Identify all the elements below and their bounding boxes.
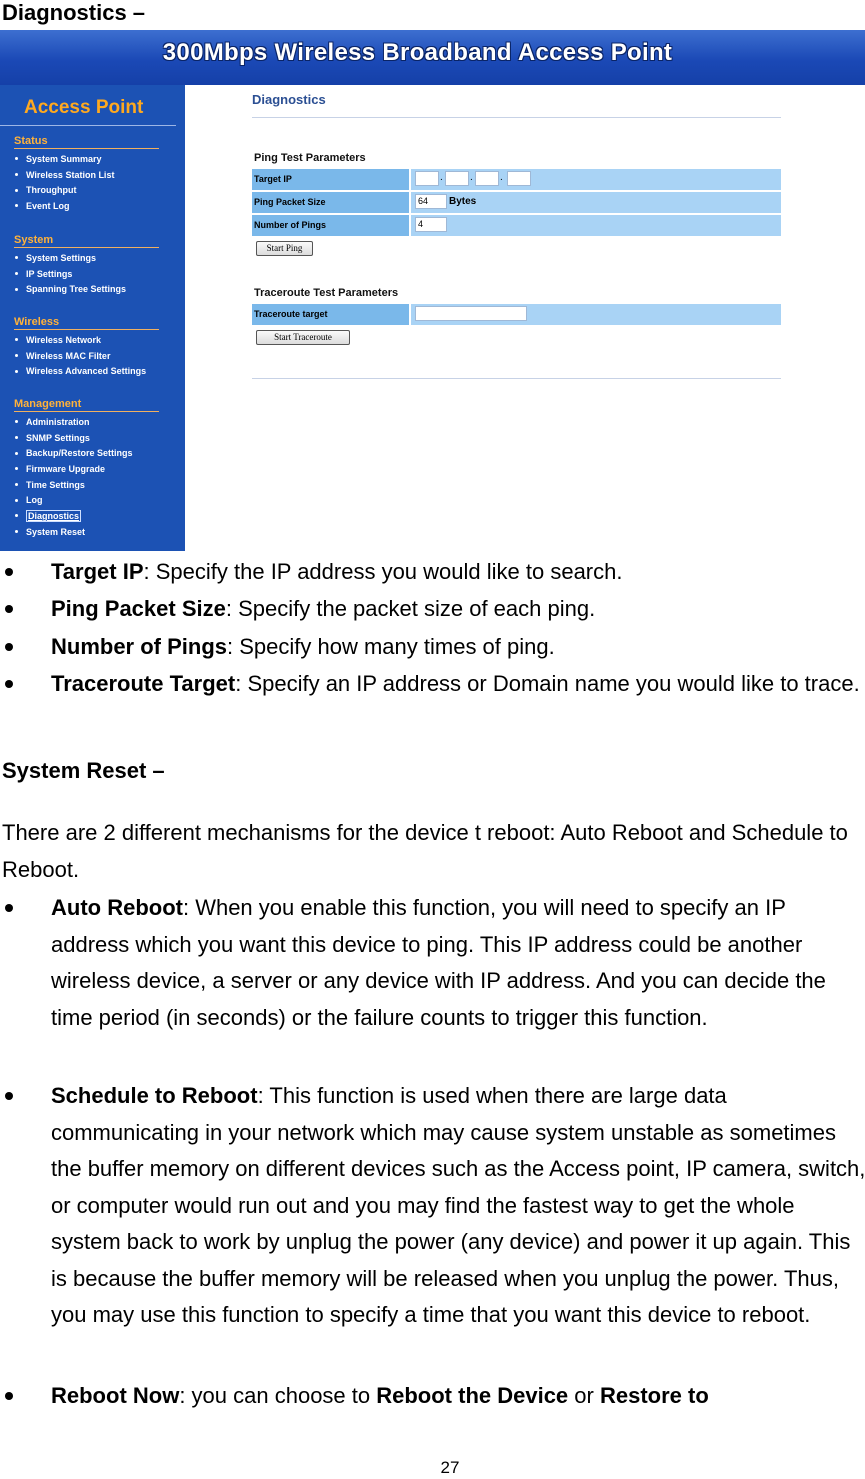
target-ip-octet-2[interactable] <box>445 171 469 186</box>
page-number: 27 <box>440 1458 460 1477</box>
title-divider <box>252 117 781 118</box>
description: : you can choose to <box>179 1383 377 1408</box>
bottom-divider <box>252 378 781 379</box>
traceroute-target-input[interactable] <box>415 306 527 321</box>
term: Number of Pings <box>51 634 228 659</box>
nav-item-time-settings[interactable]: Time Settings <box>14 478 164 494</box>
nav-item-ip-settings[interactable]: IP Settings <box>14 267 164 283</box>
bullet-icon <box>5 1392 13 1400</box>
nav-item-diagnostics[interactable]: Diagnostics <box>14 509 164 525</box>
nav-item-firmware-upgrade[interactable]: Firmware Upgrade <box>14 462 164 478</box>
sidebar-divider <box>0 125 176 126</box>
nav-item-wireless-mac-filter[interactable]: Wireless MAC Filter <box>14 349 164 365</box>
target-ip-octet-4[interactable] <box>507 171 531 186</box>
diagnostics-screenshot <box>0 30 865 551</box>
term: Auto Reboot <box>51 895 183 920</box>
nav-item-wireless-advanced-settings[interactable]: Wireless Advanced Settings <box>14 364 164 380</box>
bold-option: Restore to <box>599 1383 709 1408</box>
nav-group-management <box>14 398 164 541</box>
start-ping-button[interactable]: Start Ping <box>256 241 313 256</box>
description: : This function is used when there are large data communicating in your network which may cause system unstable as sometimes the buffer memory on different devices such as the Access point, IP camera, switch, or computer would run out and you may find the fastest way to get the whole system back to work by unplug the power (any device) and power it up again. This is because the buffer memory will be released when you unplug the power. Thus, you may use this function to specify a time that you want this device to reboot. <box>51 1083 865 1327</box>
description: : Specify an IP address or Domain name you would like to trace. <box>235 671 860 696</box>
bullet-icon <box>5 643 13 651</box>
ip-dot: . <box>470 172 473 183</box>
nav-item-system-settings[interactable]: System Settings <box>14 251 164 267</box>
target-ip-octet-1[interactable] <box>415 171 439 186</box>
product-banner <box>0 30 865 85</box>
nav-item-wireless-network[interactable]: Wireless Network <box>14 333 164 349</box>
ping-section-title: Ping Test Parameters <box>254 152 366 164</box>
bullet-icon <box>5 680 13 688</box>
bullet-icon <box>5 568 13 576</box>
nav-group-title: Status <box>14 135 159 149</box>
num-pings-label: Number of Pings <box>252 215 409 236</box>
bullet-icon <box>5 904 13 912</box>
sidebar-title: Access Point <box>24 97 144 118</box>
description: : Specify how many times of ping. <box>227 634 555 659</box>
traceroute-target-row <box>252 304 781 325</box>
term: Target IP <box>51 559 144 584</box>
bullet-icon <box>5 1092 13 1100</box>
term: Reboot Now <box>51 1383 180 1408</box>
nav-item-system-reset[interactable]: System Reset <box>14 525 164 541</box>
nav-group-system <box>14 234 164 298</box>
packet-size-input[interactable]: 64 <box>415 194 447 209</box>
nav-item-throughput[interactable]: Throughput <box>14 183 164 199</box>
nav-item-spanning-tree-settings[interactable]: Spanning Tree Settings <box>14 282 164 298</box>
nav-item-administration[interactable]: Administration <box>14 415 164 431</box>
section-heading-diagnostics: Diagnostics – <box>2 0 146 25</box>
nav-group-title: System <box>14 234 159 248</box>
section-heading-system-reset: System Reset – <box>2 758 165 783</box>
reset-intro-paragraph: There are 2 different mechanisms for the device t reboot: Auto Reboot and Schedule to Reboot. <box>2 820 848 882</box>
nav-group-status <box>14 135 164 215</box>
start-traceroute-button[interactable]: Start Traceroute <box>256 330 350 345</box>
nav-group-wireless <box>14 316 164 380</box>
bullet-icon <box>5 605 13 613</box>
nav-group-title: Wireless <box>14 316 159 330</box>
banner-title: 300Mbps Wireless Broadband Access Point <box>162 39 673 66</box>
packet-size-label: Ping Packet Size <box>252 192 409 213</box>
nav-item-log[interactable]: Log <box>14 493 164 509</box>
term: Traceroute Target <box>51 671 236 696</box>
nav-item-event-log[interactable]: Event Log <box>14 199 164 215</box>
nav-item-snmp-settings[interactable]: SNMP Settings <box>14 431 164 447</box>
num-pings-input[interactable]: 4 <box>415 217 447 232</box>
term: Schedule to Reboot <box>51 1083 258 1108</box>
target-ip-label: Target IP <box>252 169 409 190</box>
target-ip-octet-3[interactable] <box>475 171 499 186</box>
term: Ping Packet Size <box>51 596 226 621</box>
packet-size-unit: Bytes <box>449 196 477 207</box>
traceroute-target-label: Traceroute target <box>252 304 409 325</box>
nav-item-backup-restore-settings[interactable]: Backup/Restore Settings <box>14 446 164 462</box>
packet-size-row <box>252 192 781 213</box>
ip-dot: . <box>440 172 443 183</box>
nav-item-wireless-station-list[interactable]: Wireless Station List <box>14 168 164 184</box>
nav-group-title: Management <box>14 398 159 412</box>
bold-option: Reboot the Device <box>376 1383 569 1408</box>
nav-item-system-summary[interactable]: System Summary <box>14 152 164 168</box>
description: : Specify the packet size of each ping. <box>225 596 596 621</box>
sidebar <box>0 85 185 551</box>
page-title: Diagnostics <box>252 92 326 107</box>
target-ip-row <box>252 169 781 190</box>
description: : Specify the IP address you would like to search. <box>143 559 623 584</box>
ip-dot: . <box>500 172 503 183</box>
description: or <box>568 1383 600 1408</box>
description: : When you enable this function, you will need to specify an IP address which you want this device to ping. This IP address could be another wireless device, a server or any device with IP address. And you can decide the time period (in seconds) or the failure counts to trigger this function. <box>51 895 826 1030</box>
num-pings-row <box>252 215 781 236</box>
traceroute-section-title: Traceroute Test Parameters <box>254 287 399 299</box>
